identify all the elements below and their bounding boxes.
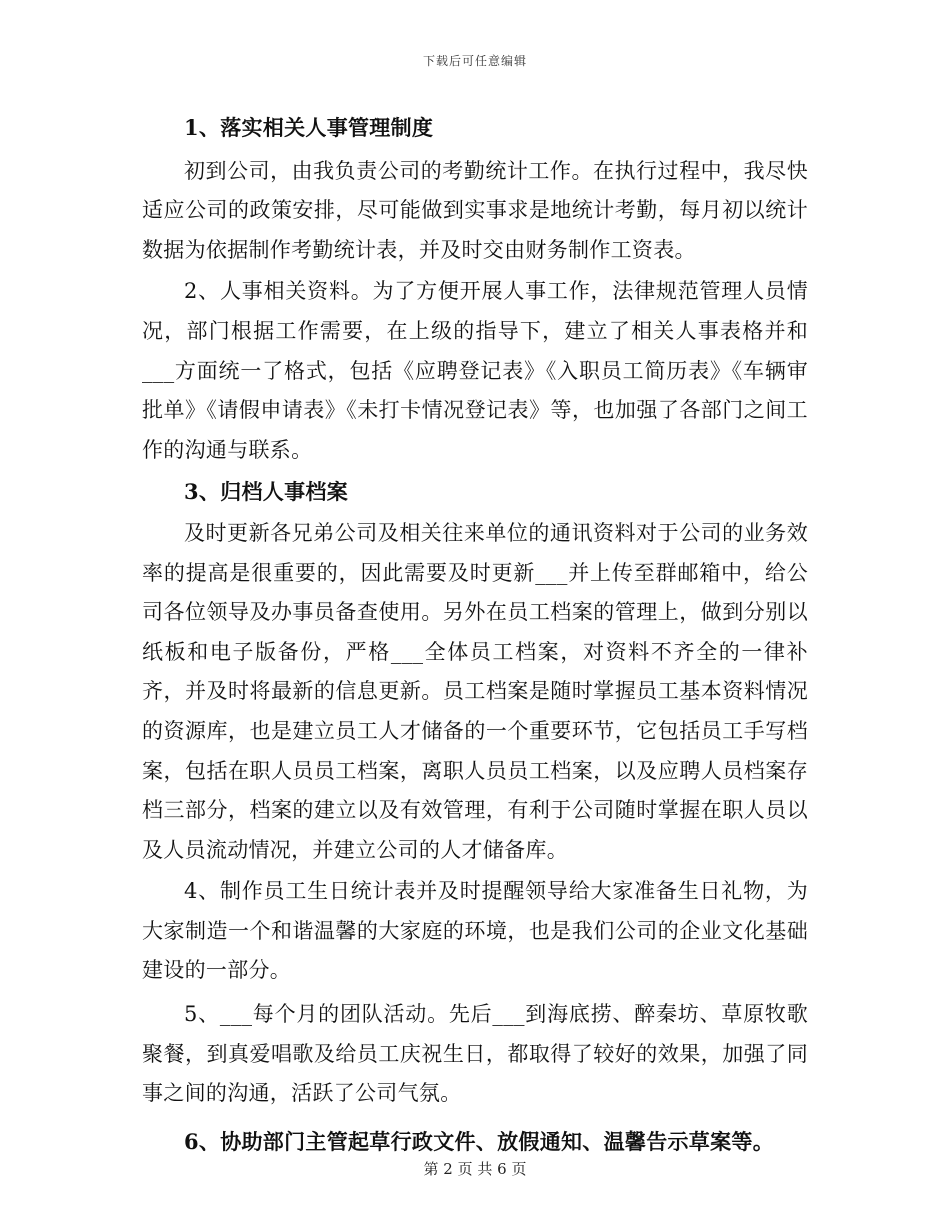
paragraph-attendance: 初到公司，由我负责公司的考勤统计工作。在执行过程中，我尽快适应公司的政策安排，尽可能做到实事求是地统计考勤，每月初以统计数据为依据制作考勤统计表，并及时交由财务制作工资表。 (142, 158, 808, 262)
page-header: 下载后可任意编辑 (422, 54, 527, 68)
page-footer: 第 2 页 共 6 页 (423, 1160, 527, 1178)
paragraph-archives: 及时更新各兄弟公司及相关往来单位的通讯资料对于公司的业务效率的提高是很重要的，因此需要及时更新___并上传至群邮箱中，给公司各位领导及办事员备查使用。另外在员工档案的管理上，做到分别以纸板和电子版备份，严格___全体员工档案，对资料不齐全的一律补齐，并及时将最新的信息更新。员工档案是随时掌握员工基本资料情况的资源库，也是建立员工人才储备的一个重要环节，它包括员工手写档案，包括在职人员员工档案，离职人员员工档案，以及应聘人员档案存档三部分，档案的建立以及有效管理，有利于公司随时掌握在职人员以及人员流动情况，并建立公司的人才储备库。 (142, 520, 808, 862)
section-heading-6: 6、协助部门主管起草行政文件、放假通知、温馨告示草案等。 (184, 1128, 775, 1154)
paragraph-birthday: 4、制作员工生日统计表并及时提醒领导给大家准备生日礼物，为大家制造一个和谐温馨的大家庭的环境，也是我们公司的企业文化基础建设的一部分。 (142, 879, 808, 983)
document-body (142, 108, 808, 1161)
paragraph-team-activity: 5、___每个月的团队活动。先后___到海底捞、醉秦坊、草原牧歌聚餐，到真爱唱歌及给员工庆祝生日，都取得了较好的效果，加强了同事之间的沟通，活跃了公司气氛。 (142, 1002, 808, 1106)
section-heading-1: 1、落实相关人事管理制度 (184, 115, 434, 140)
section-heading-3: 3、归档人事档案 (184, 479, 349, 505)
paragraph-hr-materials: 2、人事相关资料。为了方便开展人事工作，法律规范管理人员情况，部门根据工作需要，在上级的指导下，建立了相关人事表格并和___方面统一了格式，包括《应聘登记表》《入职员工简历表》《车辆审批单》《请假申请表》《未打卡情况登记表》等，也加强了各部门之间工作的沟通与联系。 (142, 279, 808, 462)
